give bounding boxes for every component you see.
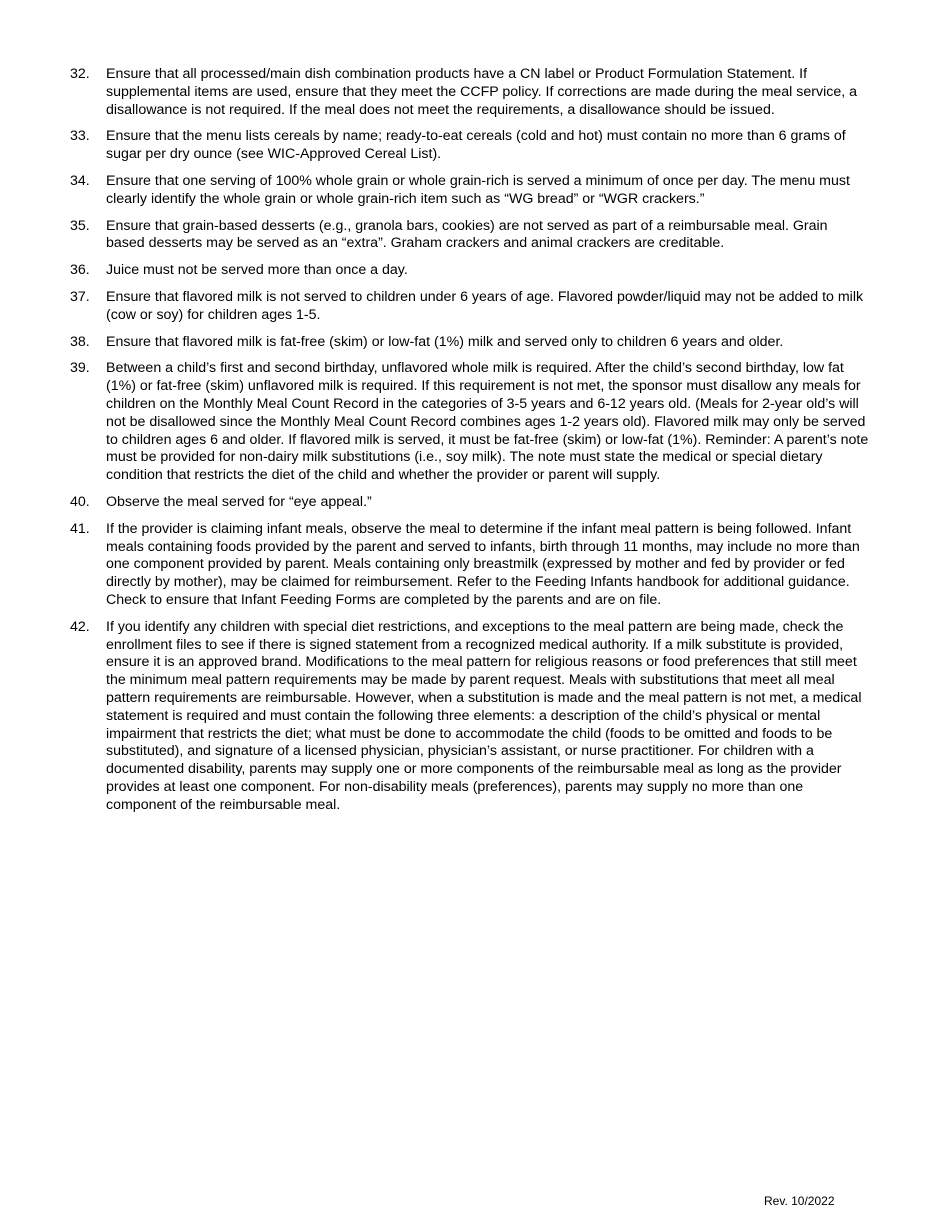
- item-number: 40.: [70, 493, 90, 510]
- list-item: [70, 262, 870, 280]
- list-item: [70, 173, 870, 209]
- item-text: Ensure that one serving of 100% whole grain or whole grain-rich is served a minimum of once per day. The menu must clearly identify the whole grain or whole grain-rich item such as “WG bread” or “WGR crackers.”: [106, 172, 850, 207]
- item-text: Observe the meal served for “eye appeal.”: [106, 493, 372, 510]
- item-number: 42.: [70, 618, 90, 635]
- item-text: Juice must not be served more than once a day.: [106, 262, 408, 279]
- list-item: [70, 360, 870, 485]
- list-item: [70, 218, 870, 254]
- list-item: [70, 521, 870, 610]
- item-number: 37.: [70, 288, 90, 305]
- list-item: [70, 334, 870, 352]
- list-item: [70, 289, 870, 325]
- item-text: If the provider is claiming infant meals, observe the meal to determine if the infant meal pattern is being followed. Infant meals containing foods provided by the parent and served to infants, birth through 11 months, may include no more than one component provided by parent. Meals containing only breastmilk (expressed by mother and fed by provider or fed directly by mother), may be claimed for reimbursement. Refer to the Feeding Infants handbook for additional guidance. Check to ensure that Infant Feeding Forms are completed by the parents and are on file.: [106, 520, 860, 608]
- item-number: 35.: [70, 217, 90, 234]
- item-number: 34.: [70, 172, 90, 189]
- item-text: Ensure that flavored milk is not served to children under 6 years of age. Flavored powder/liquid may not be added to milk (cow or soy) for children ages 1-5.: [106, 288, 864, 323]
- item-number: 36.: [70, 262, 90, 279]
- item-number: 32.: [70, 66, 90, 82]
- item-number: 33.: [70, 128, 90, 145]
- item-text: Ensure that flavored milk is fat-free (skim) or low-fat (1%) milk and served only to children 6 years and older.: [106, 333, 784, 350]
- item-number: 41.: [70, 520, 90, 537]
- list-item: [70, 66, 870, 119]
- item-number: 38.: [70, 333, 90, 350]
- checklist: [70, 66, 870, 823]
- list-item: [70, 128, 870, 164]
- item-text: Ensure that grain-based desserts (e.g., granola bars, cookies) are not served as part of a reimbursable meal. Grain based desserts may be served as an “extra”. Graham crackers and animal crackers are creditable.: [106, 217, 828, 252]
- item-text: Ensure that the menu lists cereals by name; ready-to-eat cereals (cold and hot) must contain no more than 6 grams of sugar per dry ounce (see WIC-Approved Cereal List).: [106, 128, 846, 163]
- revision-footer: Rev. 10/2022: [764, 1194, 835, 1208]
- item-text: If you identify any children with special diet restrictions, and exceptions to the meal pattern are being made, check the enrollment files to see if there is signed statement from a recognized medical authority. If a milk substitute is provided, ensure it is an approved brand. Modifications to the meal pattern for religious reasons or food preferences that still meet the minimum meal pattern requirements may be made by parent request. Meals with substitutions that meet all meal pattern requirements are reimbursable. However, when a substitution is made and the meal pattern is not met, a medical statement is required and must contain the following three elements: a description of the child’s physical or mental impairment that restricts the diet; what must be done to accommodate the child (foods to be omitted and foods to be substituted), and signature of a licensed physician, physician’s assistant, or nurse practitioner. For children with a documented disability, parents may supply one or more components of the reimbursable meal as long as the provider provides at least one component. For non-disability meals (preferences), parents may supply no more than one component of the reimbursable meal.: [106, 618, 862, 813]
- item-text: Ensure that all processed/main dish combination products have a CN label or Product Formulation Statement. If supplemental items are used, ensure that they meet the CCFP policy. If corrections are made during the meal service, a disallowance is not required. If the meal does not meet the requirements, a disallowance should be issued.: [106, 66, 857, 118]
- list-item: [70, 494, 870, 512]
- list-item: [70, 619, 870, 815]
- item-number: 39.: [70, 360, 90, 377]
- item-text: Between a child’s first and second birthday, unflavored whole milk is required. After the child’s second birthday, low fat (1%) or fat-free (skim) unflavored milk is required. If this requirement is not met, the sponsor must disallow any meals for children on the Monthly Meal Count Record in the categories of 3-5 years and 6-12 years old. (Meals for 2-year old’s will not be disallowed since the Monthly Meal Count Record combines ages 1-2 years old). Flavored milk may only be served to children ages 6 and older. If flavored milk is served, it must be fat-free (skim) or low-fat (1%). Reminder: A parent’s note must be provided for non-dairy milk substitutions (i.e., soy milk). The note must state the medical or special dietary condition that restricts the diet of the child and whether the provider or parent will supply.: [106, 360, 869, 484]
